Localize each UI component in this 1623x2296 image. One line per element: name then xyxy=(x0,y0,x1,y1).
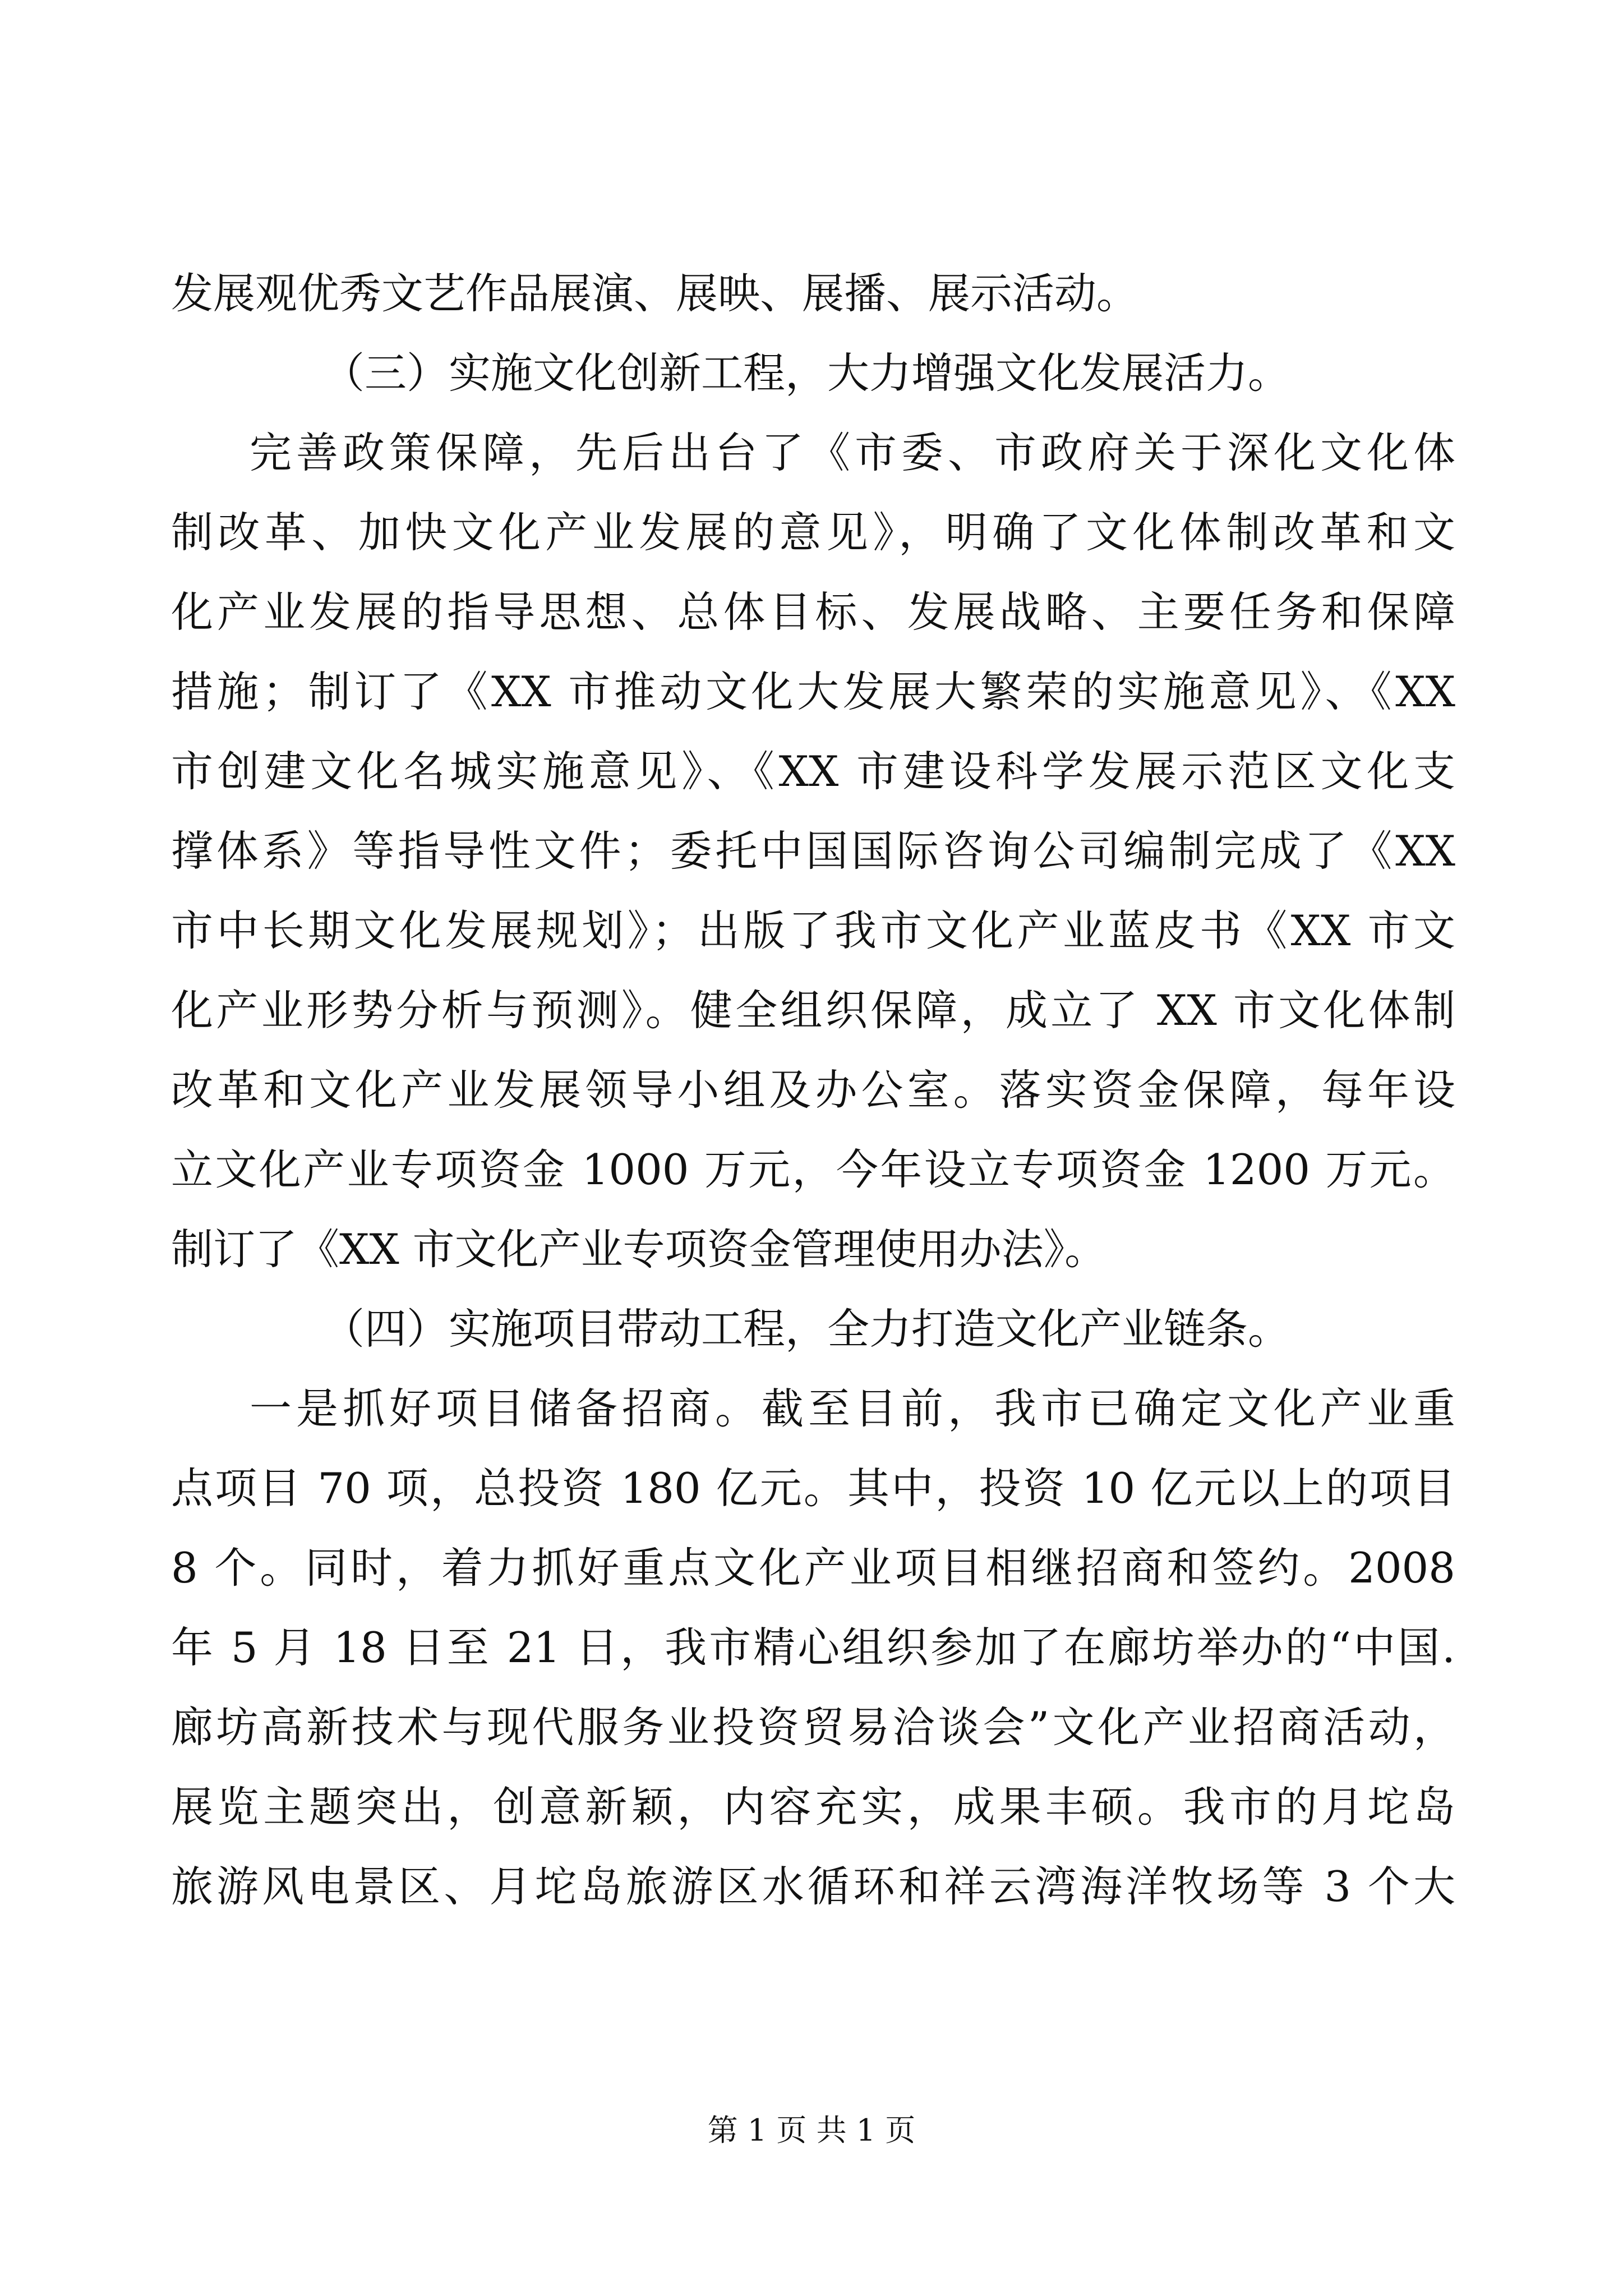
paragraph-line: 制改革、加快文化产业发展的意见》，明确了文化体制改革和文 xyxy=(171,508,1455,557)
paragraph-line: 旅游风电景区、月坨岛旅游区水循环和祥云湾海洋牧场等 3 个大 xyxy=(171,1862,1455,1911)
paragraph-line: 市创建文化名城实施意见》、《XX 市建设科学发展示范区文化支 xyxy=(171,747,1455,796)
paragraph-line: 发展观优秀文艺作品展演、展映、展播、展示活动。 xyxy=(171,269,1139,318)
page-footer xyxy=(0,2108,1623,2153)
paragraph-line: 廊坊高新技术与现代服务业投资贸易洽谈会”文化产业招商活动， xyxy=(171,1703,1455,1752)
paragraph-line: 8 个。同时，着力抓好重点文化产业项目相继招商和签约。2008 xyxy=(171,1543,1455,1593)
paragraph-line: 改革和文化产业发展领导小组及办公室。落实资金保障，每年设 xyxy=(171,1065,1455,1115)
paragraph-line: 年 5 月 18 日至 21 日，我市精心组织参加了在廊坊举办的“中国. xyxy=(171,1623,1455,1672)
paragraph-line: 点项目 70 项，总投资 180 亿元。其中，投资 10 亿元以上的项目 xyxy=(171,1464,1455,1513)
paragraph-line: 撑体系》等指导性文件；委托中国国际咨询公司编制完成了《XX xyxy=(171,826,1455,876)
paragraph-line: 市中长期文化发展规划》；出版了我市文化产业蓝皮书《XX 市文 xyxy=(171,906,1455,955)
paragraph-line: 立文化产业专项资金 1000 万元，今年设立专项资金 1200 万元。 xyxy=(171,1145,1455,1194)
page-number-label: 第 1 页 共 1 页 xyxy=(707,2113,916,2148)
paragraph-line: 措施；制订了《XX 市推动文化大发展大繁荣的实施意见》、《XX xyxy=(171,667,1455,716)
paragraph-line: 制订了《XX 市文化产业专项资金管理使用办法》。 xyxy=(171,1225,1107,1274)
paragraph-line: 一是抓好项目储备招商。截至目前，我市已确定文化产业重 xyxy=(250,1384,1455,1433)
paragraph-line: 化产业形势分析与预测》。健全组织保障，成立了 XX 市文化体制 xyxy=(171,986,1455,1035)
document-body xyxy=(171,254,1455,1926)
paragraph-line: 展览主题突出，创意新颖，内容充实，成果丰硕。我市的月坨岛 xyxy=(171,1782,1455,1832)
paragraph-line: 化产业发展的指导思想、总体目标、发展战略、主要任务和保障 xyxy=(171,587,1455,637)
paragraph-line: 完善政策保障，先后出台了《市委、市政府关于深化文化体 xyxy=(250,428,1455,477)
section-heading: （四）实施项目带动工程，全力打造文化产业链条。 xyxy=(322,1304,1290,1354)
section-heading: （三）实施文化创新工程，大力增强文化发展活力。 xyxy=(322,348,1290,398)
